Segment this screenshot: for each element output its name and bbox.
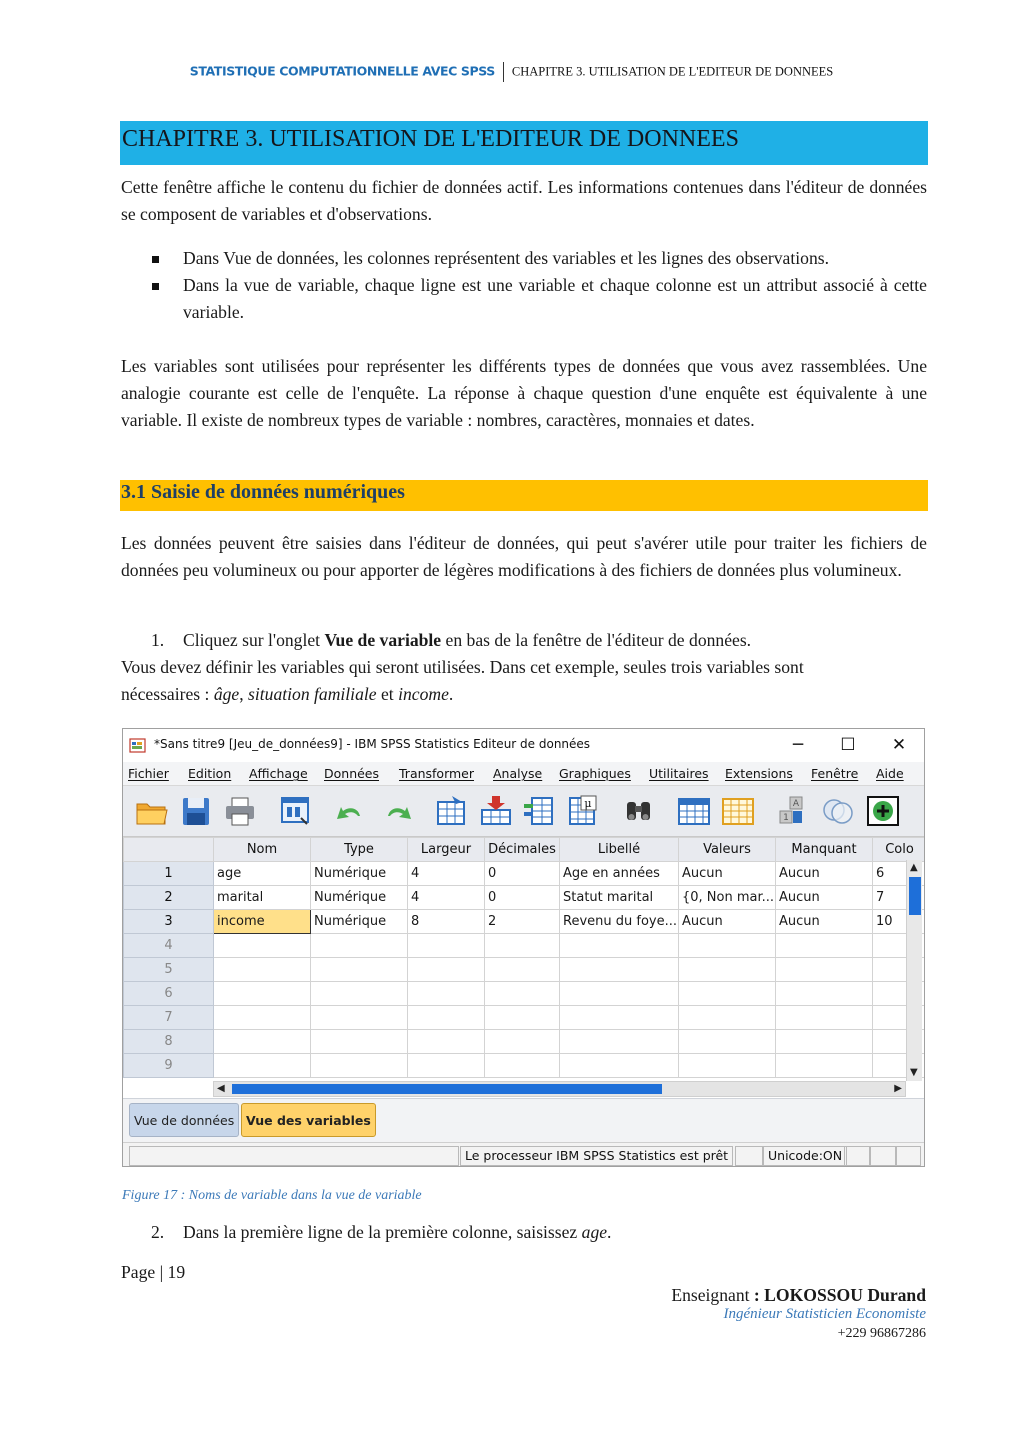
empty-cell[interactable] [214, 958, 311, 982]
menu-analyse[interactable]: Analyse [493, 766, 543, 781]
vertical-scrollbar[interactable] [906, 860, 922, 1081]
empty-cell[interactable] [311, 934, 408, 958]
window-titlebar [123, 729, 924, 762]
menu-utilitaires[interactable]: Utilitaires [649, 766, 709, 781]
empty-cell[interactable] [679, 934, 776, 958]
menu-graphiques[interactable]: Graphiques [559, 766, 631, 781]
table-row [124, 910, 926, 934]
goto-variable-icon[interactable] [478, 794, 514, 828]
empty-cell[interactable] [311, 1054, 408, 1078]
variable-name: income [398, 684, 449, 704]
menu-transformer[interactable]: Transformer [399, 766, 475, 781]
empty-cell[interactable] [214, 982, 311, 1006]
cell-manquant[interactable]: Aucun [776, 862, 873, 886]
empty-cell[interactable] [560, 958, 679, 982]
corner-cell[interactable] [124, 838, 214, 862]
footer-teacher [671, 1285, 926, 1306]
cell-decimales[interactable]: 2 [485, 910, 560, 934]
step-text-end: . [607, 1222, 612, 1242]
menu-affichage[interactable]: Affichage [249, 766, 308, 781]
cell-libelle[interactable]: Age en années [560, 862, 679, 886]
save-icon[interactable] [178, 794, 214, 828]
empty-cell[interactable] [679, 1006, 776, 1030]
footer-phone: +229 96867286 [837, 1326, 926, 1341]
cell-colonnes[interactable]: 7 [873, 886, 926, 910]
bullet-item [121, 272, 927, 326]
cell-valeurs[interactable]: {0, Non mar... [679, 886, 776, 910]
status-empty-cell [844, 1146, 870, 1166]
row-number[interactable]: 1 [124, 862, 214, 886]
grid-header-row [124, 838, 926, 862]
row-number[interactable]: 5 [124, 958, 214, 982]
header-separator [503, 62, 504, 82]
figure-caption: Figure 17 : Noms de variable dans la vue de variable [122, 1188, 422, 1203]
svg-text:1: 1 [783, 813, 789, 823]
bullet-square-icon [152, 256, 159, 263]
section-paragraph: Les données peuvent être saisies dans l'éditeur de données, qui peut s'avérer utile pour traiter les fichiers de données peu volumineux ou pour apporter de légères modifications à des fichiers de données plus volumineux. [121, 533, 927, 580]
scroll-up-arrow-icon[interactable]: ▲ [910, 862, 918, 873]
show-all-icon[interactable] [820, 794, 856, 828]
column-header-colonnes[interactable]: Colo [873, 838, 926, 862]
cell-colonnes[interactable]: 6 [873, 862, 926, 886]
bullet-square-icon [152, 283, 159, 290]
define-line-2 [121, 681, 927, 708]
table-row [124, 934, 926, 958]
use-sets-icon[interactable] [776, 794, 812, 828]
table-row [124, 862, 926, 886]
empty-cell[interactable] [311, 958, 408, 982]
step-1 [121, 627, 927, 654]
status-unicode: Unicode:ON [763, 1146, 847, 1166]
intro-paragraph: Cette fenêtre affiche le contenu du fichier de données actif. Les informations contenues dans l'éditeur de données se composent de variables et d'observations. [121, 177, 927, 224]
empty-cell[interactable] [311, 1030, 408, 1054]
cell-colonnes[interactable]: 10 [873, 910, 926, 934]
dialog-recall-icon[interactable] [278, 794, 314, 828]
table-row [124, 982, 926, 1006]
cell-type[interactable]: Numérique [311, 910, 408, 934]
section-title-bar [120, 480, 928, 511]
row-number[interactable]: 7 [124, 1006, 214, 1030]
menu-fenetre[interactable]: Fenêtre [811, 766, 859, 781]
footer-role: Ingénieur Statisticien Economiste [723, 1306, 926, 1322]
separator: et [376, 684, 399, 704]
menu-aide[interactable]: Aide [876, 766, 904, 781]
empty-cell[interactable] [485, 982, 560, 1006]
step-emphasis: Vue de variable [324, 630, 442, 650]
cell-nom[interactable]: marital [214, 886, 311, 910]
menu-edition[interactable]: Edition [188, 766, 232, 781]
column-header-largeur[interactable]: Largeur [408, 838, 485, 862]
variables-paragraph: Les variables sont utilisées pour représenter les différents types de données que vous avez rassemblées. Une analogie courante est celle de l'enquête. La réponse à chaque question d'une enquête est équivalente à une variable. Il existe de nombreux types de variable : nombres, caractères, monnaies et dates. [121, 356, 927, 430]
undo-icon[interactable] [332, 794, 368, 828]
cell-manquant[interactable]: Aucun [776, 910, 873, 934]
table-row [124, 1054, 926, 1078]
step-number: 1. [151, 630, 165, 650]
row-number[interactable]: 6 [124, 982, 214, 1006]
empty-cell[interactable] [214, 1006, 311, 1030]
empty-cell[interactable] [485, 1030, 560, 1054]
variable-name: âge [213, 684, 240, 704]
section-title: 3.1 Saisie de données numériques [121, 481, 405, 503]
close-button[interactable]: ✕ [891, 735, 907, 755]
header-chapter: CHAPITRE 3. UTILISATION DE L'EDITEUR DE DONNEES [511, 64, 834, 79]
step-text: Dans la première ligne de la première colonne, saisissez [183, 1222, 582, 1242]
column-header-decimales[interactable]: Décimales [485, 838, 560, 862]
step-2 [121, 1219, 927, 1246]
empty-cell[interactable] [408, 1030, 485, 1054]
vertical-scroll-thumb[interactable] [909, 877, 921, 915]
empty-cell[interactable] [311, 1006, 408, 1030]
cell-decimales[interactable]: 0 [485, 862, 560, 886]
bullet-text: Dans la vue de variable, chaque ligne est une variable et chaque colonne est un attribut associé à cette variable. [183, 275, 927, 322]
empty-cell[interactable] [408, 1054, 485, 1078]
cell-nom-selected[interactable]: income [214, 910, 311, 934]
spell-icon[interactable] [865, 794, 901, 828]
column-header-type[interactable]: Type [311, 838, 408, 862]
empty-cell[interactable] [408, 1006, 485, 1030]
minimize-button[interactable]: ─ [792, 735, 804, 755]
empty-cell[interactable] [679, 982, 776, 1006]
tab-variable-view[interactable]: Vue des variables [241, 1103, 376, 1137]
empty-cell[interactable] [560, 982, 679, 1006]
insert-cases-icon[interactable] [676, 794, 712, 828]
table-row [124, 1030, 926, 1054]
empty-cell[interactable] [679, 958, 776, 982]
empty-cell[interactable] [485, 958, 560, 982]
chapter-title-bar [120, 121, 928, 165]
svg-text:μ: μ [584, 797, 592, 810]
cell-largeur[interactable]: 4 [408, 862, 485, 886]
cell-valeurs[interactable]: Aucun [679, 910, 776, 934]
chapter-title: CHAPITRE 3. UTILISATION DE L'EDITEUR DE DONNEES [122, 126, 739, 152]
define-line-1: Vous devez définir les variables qui seront utilisées. Dans cet exemple, seules trois variables sont [121, 657, 804, 677]
column-header-manquant[interactable]: Manquant [776, 838, 873, 862]
status-empty-cell [896, 1146, 921, 1166]
empty-cell[interactable] [485, 1054, 560, 1078]
cell-libelle[interactable]: Revenu du foye... [560, 910, 679, 934]
scroll-down-arrow-icon[interactable]: ▼ [910, 1067, 918, 1078]
empty-cell[interactable] [679, 1030, 776, 1054]
column-header-libelle[interactable]: Libellé [560, 838, 679, 862]
empty-cell[interactable] [408, 982, 485, 1006]
scroll-left-arrow-icon[interactable]: ◀ [217, 1083, 225, 1094]
maximize-button[interactable]: ☐ [840, 735, 856, 755]
menu-fichier[interactable]: Fichier [128, 766, 169, 781]
svg-text:A: A [792, 799, 800, 809]
menu-bar [123, 762, 924, 786]
spss-window [122, 728, 925, 1167]
empty-cell[interactable] [408, 958, 485, 982]
cell-largeur[interactable]: 4 [408, 886, 485, 910]
header-book-title: STATISTIQUE COMPUTATIONNELLE AVEC SPSS [189, 63, 495, 79]
toolbar [123, 786, 924, 837]
empty-cell[interactable] [776, 958, 873, 982]
status-bar [123, 1142, 924, 1167]
empty-cell[interactable] [408, 934, 485, 958]
empty-cell[interactable] [485, 934, 560, 958]
running-header [0, 62, 1023, 82]
status-empty-cell [735, 1146, 763, 1166]
cell-nom[interactable]: age [214, 862, 311, 886]
menu-donnees[interactable]: Données [324, 766, 380, 781]
column-header-valeurs[interactable]: Valeurs [679, 838, 776, 862]
separator: . [448, 684, 454, 704]
define-prefix: nécessaires : [121, 684, 214, 704]
empty-cell[interactable] [560, 1054, 679, 1078]
view-tabs [123, 1098, 924, 1142]
table-row [124, 886, 926, 910]
empty-cell[interactable] [560, 934, 679, 958]
tab-data-view[interactable]: Vue de données [129, 1103, 239, 1137]
variables-icon[interactable] [522, 794, 558, 828]
empty-cell[interactable] [776, 1054, 873, 1078]
cell-decimales[interactable]: 0 [485, 886, 560, 910]
cell-type[interactable]: Numérique [311, 886, 408, 910]
step-text: Cliquez sur l'onglet [183, 630, 325, 650]
cell-largeur[interactable]: 8 [408, 910, 485, 934]
scroll-right-arrow-icon[interactable]: ▶ [894, 1083, 902, 1094]
column-header-nom[interactable]: Nom [214, 838, 311, 862]
row-number[interactable]: 3 [124, 910, 214, 934]
horizontal-scrollbar[interactable] [213, 1081, 906, 1097]
empty-cell[interactable] [776, 934, 873, 958]
variable-view-grid [123, 837, 925, 1078]
goto-case-icon[interactable] [434, 794, 470, 828]
horizontal-scroll-thumb[interactable] [232, 1084, 662, 1094]
empty-cell[interactable] [485, 1006, 560, 1030]
step-text-end: en bas de la fenêtre de l'éditeur de données. [441, 630, 752, 650]
step-emphasis: age [581, 1222, 608, 1242]
row-number[interactable]: 2 [124, 886, 214, 910]
menu-extensions[interactable]: Extensions [725, 766, 793, 781]
cell-type[interactable]: Numérique [311, 862, 408, 886]
cell-manquant[interactable]: Aucun [776, 886, 873, 910]
spss-app-icon [129, 737, 146, 753]
window-title: *Sans titre9 [Jeu_de_données9] - IBM SPSS Statistics Editeur de données [154, 737, 591, 751]
print-icon[interactable] [222, 794, 258, 828]
split-file-icon[interactable] [566, 794, 602, 828]
open-icon[interactable] [134, 794, 170, 828]
step-number: 2. [151, 1222, 165, 1242]
insert-variable-icon[interactable] [720, 794, 756, 828]
bullet-text: Dans Vue de données, les colonnes représentent des variables et les lignes des observations. [183, 248, 829, 268]
empty-cell[interactable] [560, 1006, 679, 1030]
empty-cell[interactable] [214, 934, 311, 958]
row-number[interactable]: 9 [124, 1054, 214, 1078]
separator: , [239, 684, 249, 704]
row-number[interactable]: 4 [124, 934, 214, 958]
bullet-list [121, 245, 927, 326]
teacher-name: : LOKOSSOU Durand [753, 1285, 926, 1305]
empty-cell[interactable] [776, 1030, 873, 1054]
redo-icon[interactable] [380, 794, 416, 828]
variable-name: situation familiale [248, 684, 377, 704]
empty-cell[interactable] [214, 1030, 311, 1054]
empty-cell[interactable] [311, 982, 408, 1006]
bullet-item [121, 245, 927, 272]
empty-cell[interactable] [679, 1054, 776, 1078]
cell-valeurs[interactable]: Aucun [679, 862, 776, 886]
status-empty-cell [870, 1146, 896, 1166]
page-number: Page | 19 [121, 1262, 186, 1282]
empty-cell[interactable] [214, 1054, 311, 1078]
status-processor: Le processeur IBM SPSS Statistics est prêt [460, 1146, 733, 1166]
empty-cell[interactable] [560, 1030, 679, 1054]
find-icon[interactable] [621, 794, 657, 828]
cell-libelle[interactable]: Statut marital [560, 886, 679, 910]
teacher-label: Enseignant [671, 1285, 754, 1305]
empty-cell[interactable] [776, 1006, 873, 1030]
table-row [124, 958, 926, 982]
table-row [124, 1006, 926, 1030]
empty-cell[interactable] [776, 982, 873, 1006]
status-empty-cell [129, 1146, 459, 1166]
row-number[interactable]: 8 [124, 1030, 214, 1054]
